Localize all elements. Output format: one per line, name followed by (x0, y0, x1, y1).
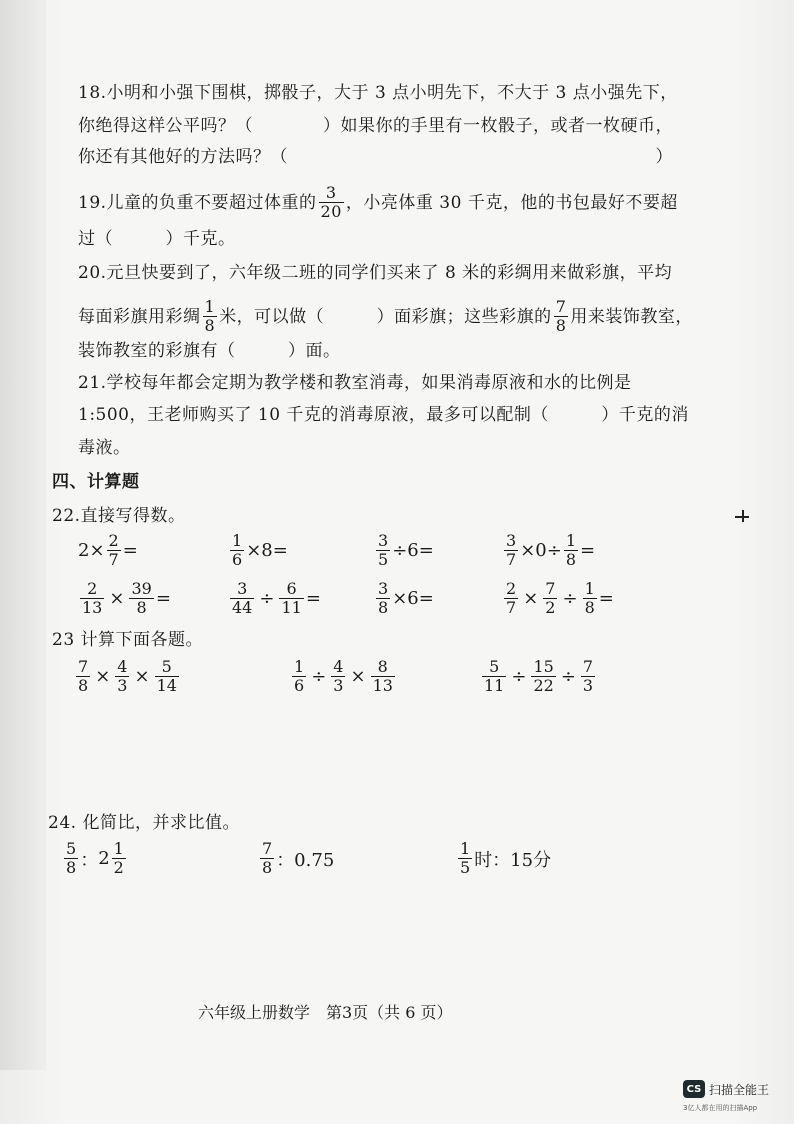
q22-item-4: $\frac{3}{7}$ ×0÷ $\frac{1}{8}$ = (506, 531, 596, 569)
camscanner-logo-icon: CS (683, 1080, 705, 1098)
q21-line3: 毒液。 (78, 438, 131, 458)
q21-line2: 1:500，王老师购买了 10 千克的消毒原液，最多可以配制（ ）千克的消 (78, 405, 689, 425)
q20-line1: 20.元旦快要到了，六年级二班的同学们买来了 8 米的彩绸用来做彩旗，平均 (78, 263, 673, 283)
watermark-sub: 3亿人都在用的扫描App (683, 1104, 758, 1112)
section-4-heading: 四、计算题 (52, 472, 140, 492)
q22-item-1: 2× $\frac{2}{7}$ = (78, 531, 138, 569)
page-footer: 六年级上册数学 第3页（共 6 页） (198, 1003, 453, 1022)
q18-line1: 18.小明和小强下围棋，掷骰子，大于 3 点小明先下，不大于 3 点小强先下， (78, 83, 678, 103)
crop-mark-vertical (742, 510, 744, 522)
q20-text-a: 每面彩旗用彩绸 (78, 306, 201, 327)
q23-expr-2: $\frac{1}{6}$ ÷ $\frac{4}{3}$ × $\frac{8}{13}$ (294, 657, 393, 695)
q20-fraction-2: $\frac{7}{8}$ (555, 297, 567, 335)
q19-text-pre: 19.儿童的负重不要超过体重的 (78, 192, 317, 213)
q18-line3: 你还有其他好的方法吗？（ ） (78, 147, 673, 167)
q24-ratio-3: $\frac{1}{5}$ 时：15分 (460, 839, 552, 877)
q19-fraction: $\frac{3}{20}$ (320, 183, 342, 221)
q20-text-c: 用来装饰教室， (570, 306, 693, 327)
q19-line1 (78, 184, 678, 221)
q18-line2: 你绝得这样公平吗？（ ）如果你的手里有一枚骰子，或者一枚硬币， (78, 116, 673, 136)
q21-line1: 21.学校每年都会定期为教学楼和教室消毒，如果消毒原液和水的比例是 (78, 373, 632, 393)
q20-text-b: 米，可以做（ ）面彩旗；这些彩旗的 (219, 306, 552, 327)
q24-ratio-2: $\frac{7}{8}$ ：0.75 (262, 839, 335, 877)
q22-item-6: $\frac{3}{44}$ ÷ $\frac{6}{11}$ = (232, 579, 321, 617)
q19-text-post: ，小亮体重 30 千克，他的书包最好不要超 (345, 192, 678, 213)
q22-item-5: $\frac{2}{13}$ × $\frac{39}{8}$ = (82, 579, 171, 617)
q20-line2 (78, 298, 693, 335)
q19-line2: 过（ ）千克。 (78, 229, 236, 249)
q23-expr-1: $\frac{7}{8}$ × $\frac{4}{3}$ × $\frac{5}{14}$ (78, 657, 177, 695)
q22-item-7: $\frac{3}{8}$ ×6= (378, 579, 434, 617)
q22-item-3: $\frac{3}{5}$ ÷6= (378, 531, 434, 569)
q22-title: 22.直接写得数。 (52, 506, 186, 526)
q22-item-8: $\frac{2}{7}$ × $\frac{7}{2}$ ÷ $\frac{1}{8}$ = (506, 579, 614, 617)
q24-ratio-1: $\frac{5}{8}$ ： 2 $\frac{1}{2}$ (66, 839, 124, 877)
q23-expr-3: $\frac{5}{11}$ ÷ $\frac{15}{22}$ ÷ $\frac{7}{3}$ (484, 657, 594, 695)
q23-title: 23 计算下面各题。 (52, 630, 204, 650)
q20-line3: 装饰教室的彩旗有（ ）面。 (78, 341, 341, 361)
q22-item-2: $\frac{1}{6}$ ×8= (232, 531, 288, 569)
q24-title: 24. 化简比，并求比值。 (48, 813, 240, 833)
scanner-watermark (683, 1080, 769, 1098)
watermark-name: 扫描全能王 (709, 1082, 770, 1097)
scan-edge-shadow (0, 0, 46, 1070)
q20-fraction-1: $\frac{1}{8}$ (204, 297, 216, 335)
